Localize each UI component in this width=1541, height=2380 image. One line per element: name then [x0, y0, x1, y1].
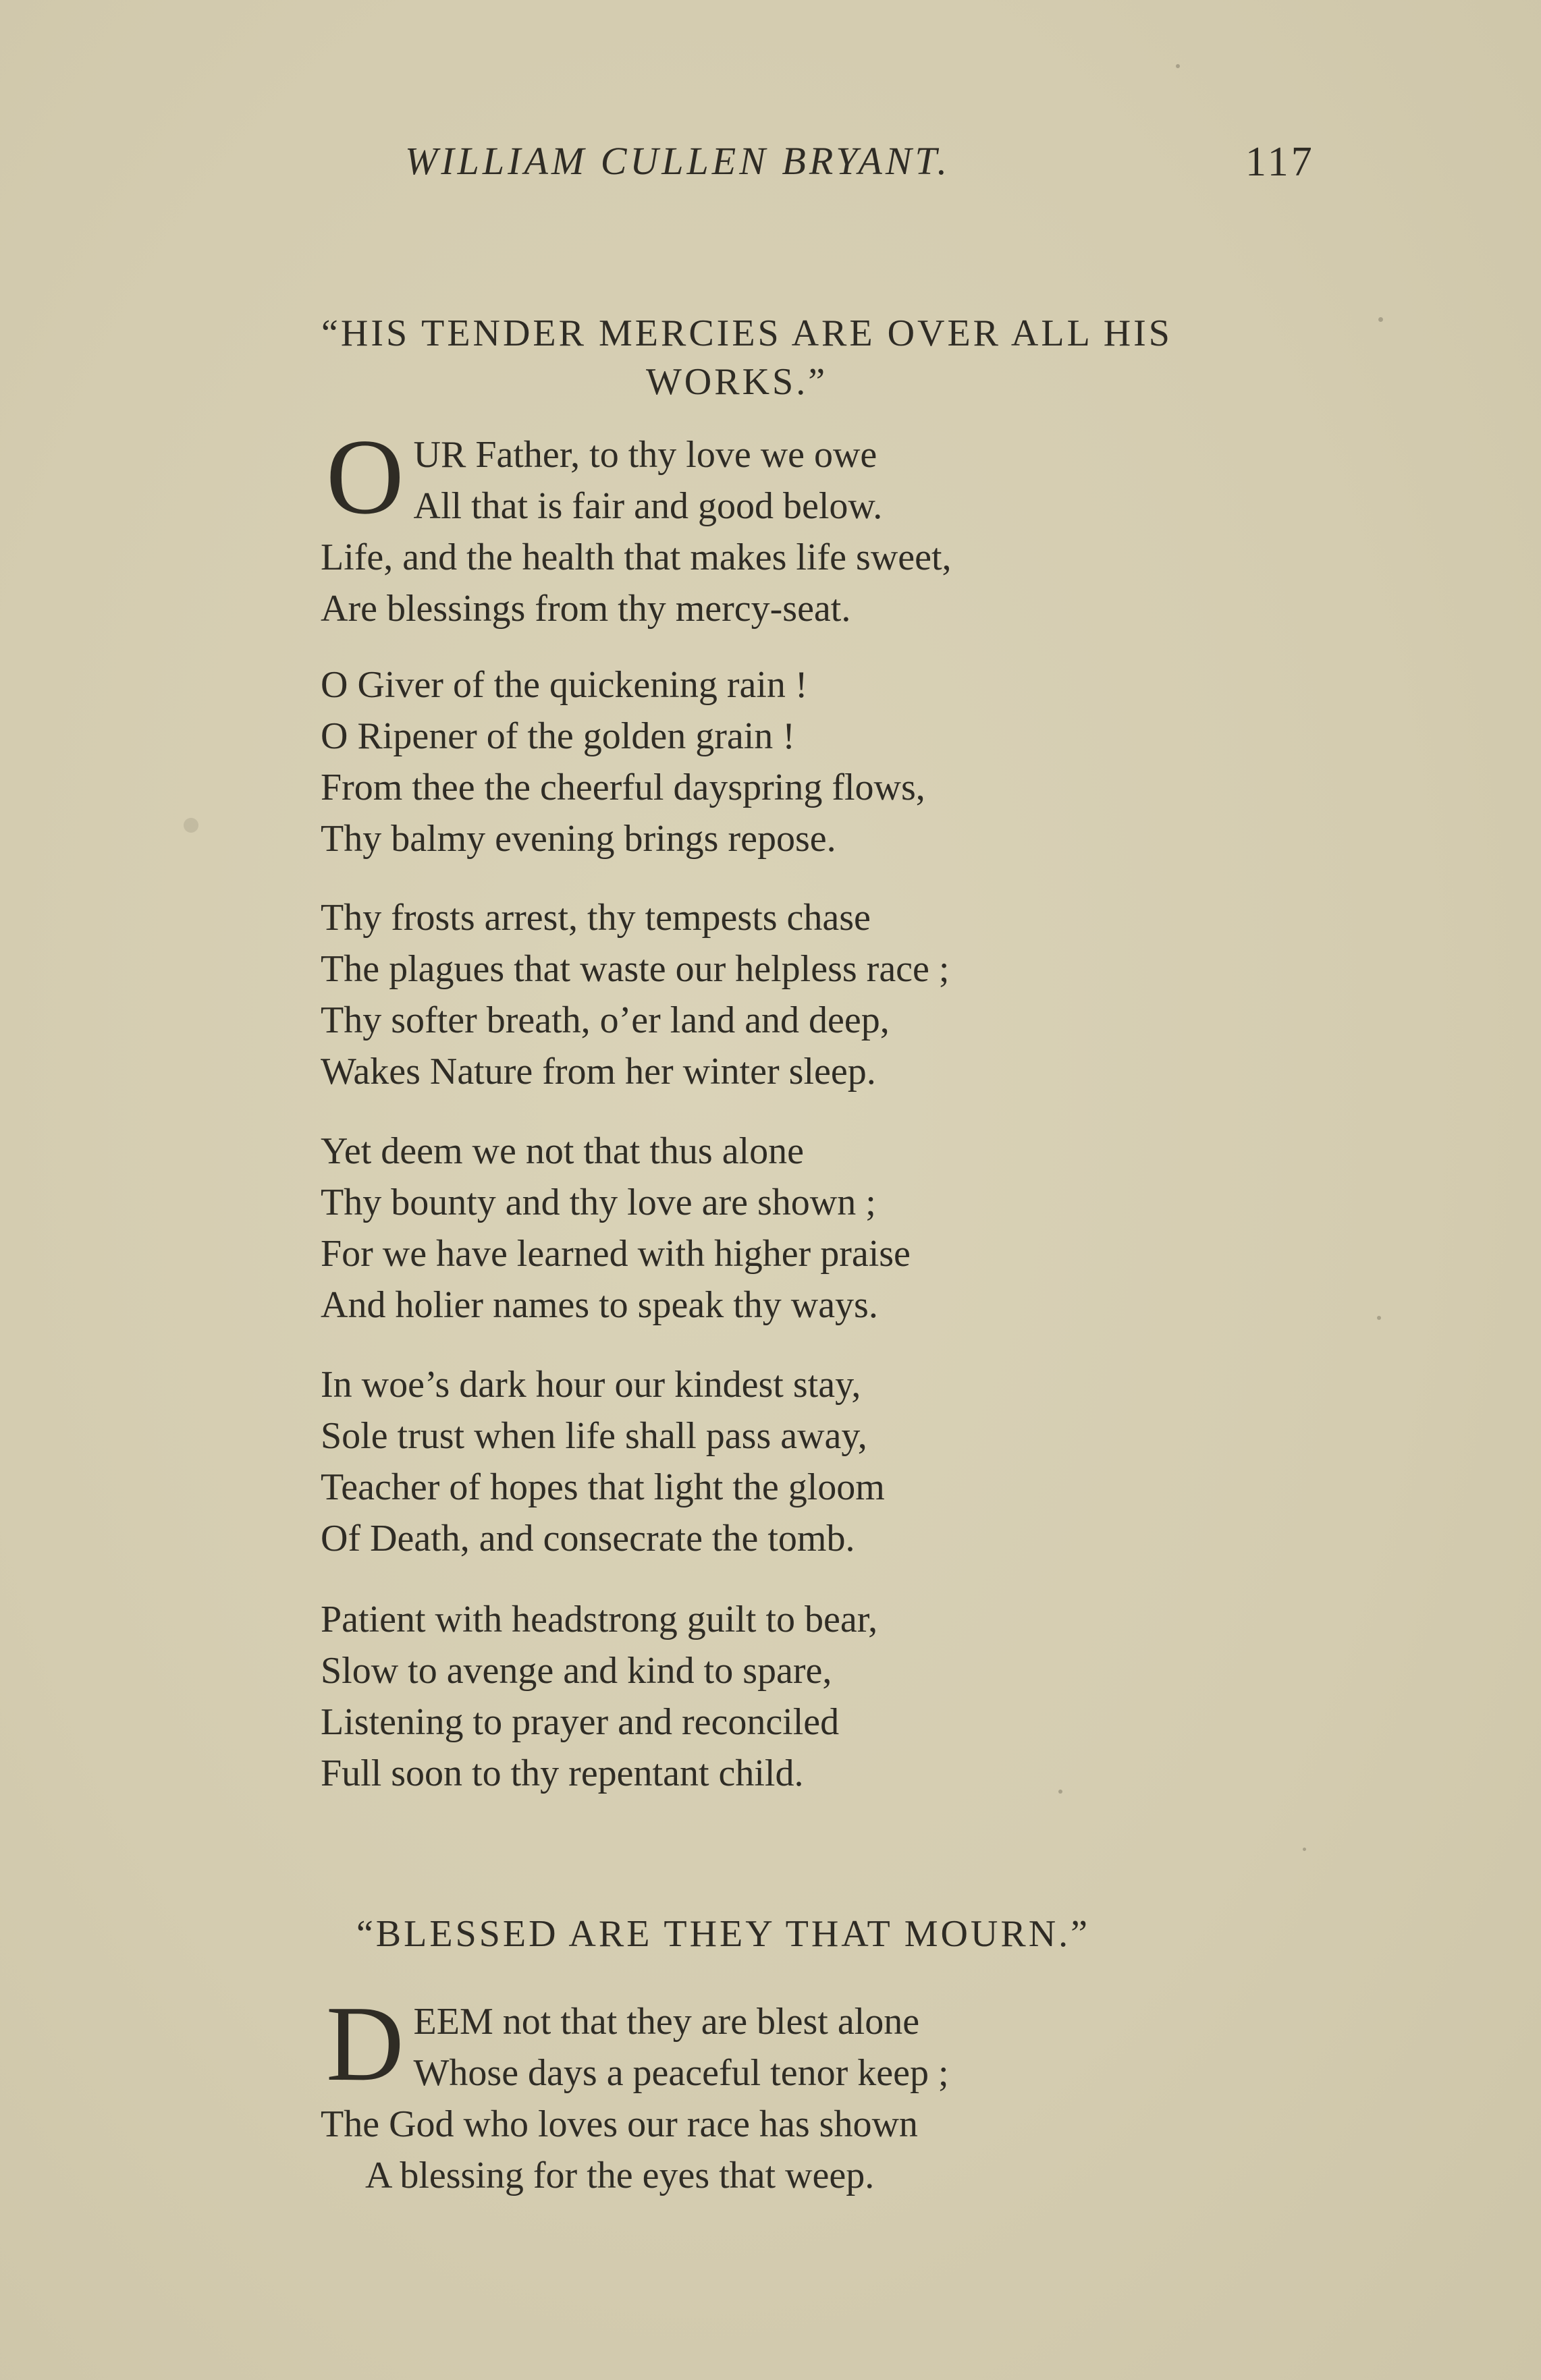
poem2-first-line: EEM not that they are blest alone	[413, 2001, 920, 2043]
poem2-title-line: “BLESSED ARE THEY THAT MOURN.”	[356, 1913, 1091, 1955]
poem1-line: Listening to prayer and reconciled	[321, 1701, 840, 1743]
poem2-line: A blessing for the eyes that weep.	[365, 2155, 875, 2196]
poem1-line: Patient with headstrong guilt to bear,	[321, 1599, 878, 1640]
poem1-stanza-1	[321, 416, 1266, 634]
poem2-stanza-1	[321, 1983, 1266, 2201]
poem1-line: Life, and the health that makes life sweet,	[321, 536, 952, 578]
poem1-line: Of Death, and consecrate the tomb.	[321, 1518, 855, 1559]
poem1-stanza-6	[321, 1594, 1266, 1799]
poem1-first-line: UR Father, to thy love we owe	[413, 434, 877, 476]
poem2-title	[0, 1910, 1541, 1958]
paper-speck	[1176, 64, 1180, 68]
page-number: 117	[1245, 139, 1315, 185]
paper-speck	[1377, 1316, 1381, 1320]
poem2-line: Whose days a peaceful tenor keep ;	[413, 2052, 949, 2094]
poem1-dropcap: O	[326, 416, 404, 536]
paper-speck	[184, 818, 198, 833]
poem1-title-line1: “HIS TENDER MERCIES ARE OVER ALL HIS	[321, 312, 1172, 354]
poem1-line: O Ripener of the golden grain !	[321, 715, 795, 757]
poem1-line: Thy frosts arrest, thy tempests chase	[321, 897, 871, 939]
poem1-line: The plagues that waste our helpless race ;	[321, 948, 950, 990]
poem1-stanza-4	[321, 1126, 1266, 1331]
paper-speck	[1303, 1848, 1306, 1851]
poem1-line: Thy balmy evening brings repose.	[321, 818, 836, 860]
poem1-line: Are blessings from thy mercy-seat.	[321, 588, 851, 630]
poem1-line: Yet deem we not that thus alone	[321, 1130, 804, 1172]
paper-speck	[1378, 317, 1383, 322]
running-title: WILLIAM CULLEN BRYANT.	[405, 139, 950, 183]
poem1-line: For we have learned with higher praise	[321, 1233, 911, 1275]
poem1-line: Slow to avenge and kind to spare,	[321, 1650, 832, 1692]
paper-speck	[1058, 1790, 1062, 1794]
poem1-title-line2: WORKS.”	[645, 361, 828, 403]
poem1-line: And holier names to speak thy ways.	[321, 1284, 878, 1326]
poem1-line: All that is fair and good below.	[413, 485, 883, 527]
poem1-line: Sole trust when life shall pass away,	[321, 1415, 867, 1457]
poem1-line: From thee the cheerful dayspring flows,	[321, 767, 925, 808]
poem1-line: Teacher of hopes that light the gloom	[321, 1466, 885, 1508]
running-head	[0, 138, 1541, 199]
poem1-title	[0, 309, 1541, 406]
poem1-line: In woe’s dark hour our kindest stay,	[321, 1364, 861, 1406]
poem1-stanza-2	[321, 659, 1266, 864]
poem2-dropcap: D	[326, 1983, 404, 2103]
poem1-line: Thy bounty and thy love are shown ;	[321, 1182, 876, 1223]
poem1-stanza-5	[321, 1359, 1266, 1564]
poem1-line: Full soon to thy repentant child.	[321, 1752, 804, 1794]
poem1-line: O Giver of the quickening rain !	[321, 664, 808, 706]
poem2-line: The God who loves our race has shown	[321, 2103, 918, 2145]
poem1-line: Thy softer breath, o’er land and deep,	[321, 999, 890, 1041]
poem1-line: Wakes Nature from her winter sleep.	[321, 1051, 876, 1092]
poem1-stanza-3	[321, 892, 1266, 1097]
